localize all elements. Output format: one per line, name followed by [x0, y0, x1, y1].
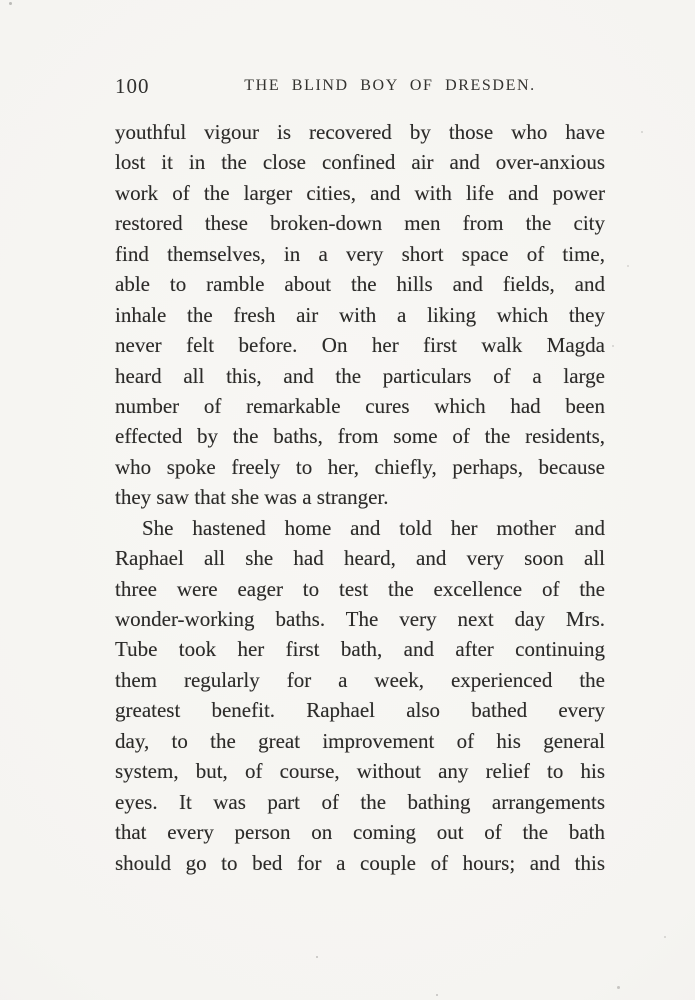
- text-line: should go to bed for a couple of hours; and this: [115, 850, 605, 875]
- paper-speck: [436, 994, 438, 996]
- text-line-paragraph-end: they saw that she was a stranger.: [115, 485, 389, 510]
- text-line: heard all this, and the particulars of a large: [115, 363, 605, 388]
- paper-speck: [617, 986, 620, 989]
- text-line: inhale the fresh air with a liking which they: [115, 302, 605, 327]
- text-line: find themselves, in a very short space of time,: [115, 241, 605, 266]
- text-line: never felt before. On her first walk Magda: [115, 333, 605, 358]
- text-line: greatest benefit. Raphael also bathed every: [115, 698, 605, 723]
- text-line: able to ramble about the hills and fields, and: [115, 272, 605, 297]
- text-line: lost it in the close confined air and over-anxious: [115, 150, 605, 175]
- text-line: restored these broken-down men from the city: [115, 211, 605, 236]
- text-line: number of remarkable cures which had been: [115, 393, 605, 418]
- text-line: Raphael all she had heard, and very soon all: [115, 546, 605, 571]
- paper-speck: [9, 2, 12, 5]
- text-line: them regularly for a week, experienced the: [115, 667, 605, 692]
- text-line: day, to the great improvement of his general: [115, 728, 605, 753]
- text-line-paragraph-start: She hastened home and told her mother and: [142, 515, 605, 540]
- page-body: [115, 117, 605, 878]
- text-line: effected by the baths, from some of the residents,: [115, 424, 605, 449]
- paper-speck: [664, 936, 666, 938]
- running-title: THE BLIND BOY OF DRESDEN.: [244, 77, 536, 94]
- text-line: work of the larger cities, and with life and power: [115, 180, 605, 205]
- text-line: Tube took her first bath, and after continuing: [115, 637, 605, 662]
- text-line: wonder-working baths. The very next day Mrs.: [115, 607, 605, 631]
- paper-speck: [316, 956, 318, 958]
- text-line: youthful vigour is recovered by those who have: [115, 120, 605, 144]
- paper-speck: [641, 131, 643, 133]
- text-line: who spoke freely to her, chiefly, perhaps, because: [115, 454, 605, 479]
- text-line: three were eager to test the excellence of the: [115, 576, 605, 601]
- page-number: 100: [115, 74, 150, 98]
- page-header: [115, 74, 605, 100]
- text-line: system, but, of course, without any relief to his: [115, 759, 605, 784]
- text-line: that every person on coming out of the bath: [115, 820, 605, 845]
- paper-speck: [612, 345, 614, 347]
- paper-speck: [627, 265, 629, 267]
- text-line: eyes. It was part of the bathing arrangements: [115, 789, 605, 814]
